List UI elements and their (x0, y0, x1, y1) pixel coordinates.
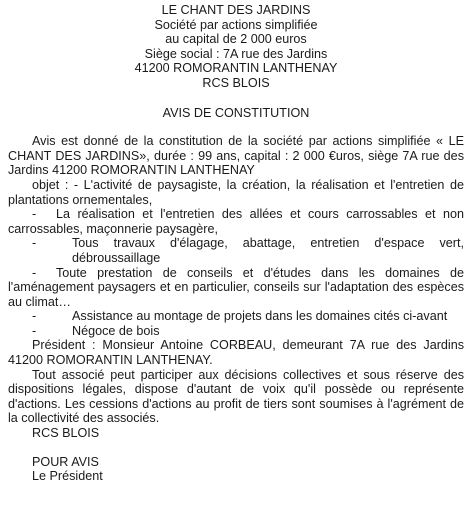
associates-paragraph: Tout associé peut participer aux décisions collectives et sous réserve des dispositions légales, dispose d'autant de voix qu'il possède ou représente d'actions. Les cessions d'actions au profit de tiers sont soumises à l'agrément de la collectivité des associés. (8, 367, 464, 426)
list-item-text: Tous travaux d'élagage, abattage, entretien d'espace vert, débroussaillage (72, 236, 464, 265)
company-registry: RCS BLOIS (202, 75, 270, 90)
legal-notice (8, 3, 464, 484)
notice-title: AVIS DE CONSTITUTION (162, 105, 310, 120)
company-name: LE CHANT DES JARDINS (161, 3, 311, 17)
spacer (8, 441, 464, 455)
list-item-text: Négoce de bois (72, 323, 160, 338)
company-capital: au capital de 2 000 euros (165, 32, 307, 47)
list-item (8, 266, 464, 310)
signature-president: Le Président (32, 469, 103, 484)
company-form: Société par actions simplifiée (154, 17, 318, 32)
objet-paragraph: objet : - L'activité de paysagiste, la création, la réalisation et l'entretien de plantations ornementales, (8, 177, 464, 207)
list-item (8, 324, 464, 339)
signature-pour-avis: POUR AVIS (32, 454, 99, 469)
list-item (8, 207, 464, 236)
list-item-text: La réalisation et l'entretien des allées et cours carrossables et non carrossables, maçonnerie paysagère, (8, 207, 464, 236)
list-dash: - (32, 309, 37, 324)
list-item-text: Assistance au montage de projets dans les domaines cités ci-avant (72, 309, 448, 324)
list-dash: - (32, 265, 37, 280)
company-seat: Siège social : 7A rue des Jardins (144, 46, 328, 61)
list-dash: - (32, 236, 37, 251)
company-city: 41200 ROMORANTIN LANTHENAY (134, 61, 338, 76)
list-dash: - (32, 207, 37, 222)
list-item-text: Toute prestation de conseils et d'études dans les domaines de l'aménagement paysagers et en particulier, conseils sur l'adaptation des espèces au climat… (8, 265, 464, 309)
registry-line: RCS BLOIS (32, 426, 100, 441)
intro-paragraph: Avis est donné de la constitution de la société par actions simplifiée « LE CHANT DES JARDINS», durée : 99 ans, capital : 2 000 €uros, siège 7A rue des Jardins 41200 ROMORANTIN LANTHENAY (8, 134, 464, 178)
company-header (8, 3, 464, 91)
president-paragraph: Président : Monsieur Antoine CORBEAU, demeurant 7A rue des Jardins 41200 ROMORANTIN LANTHENAY. (8, 338, 464, 368)
list-item (8, 236, 464, 265)
list-dash: - (32, 323, 37, 338)
list-item (8, 309, 464, 324)
